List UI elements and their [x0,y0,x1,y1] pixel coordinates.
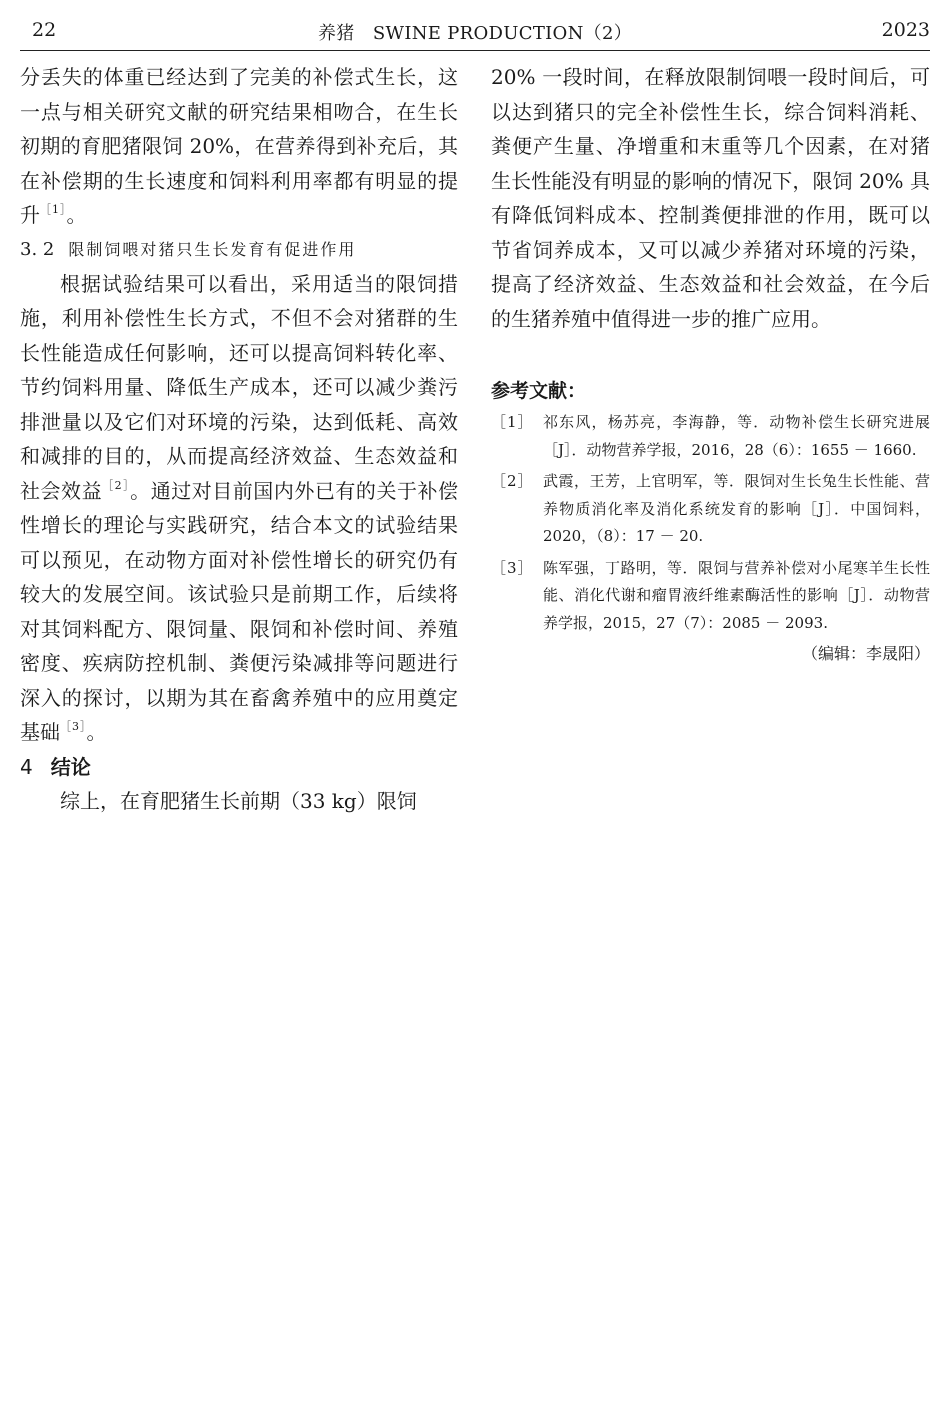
paragraph-text: 20% 一段时间，在释放限制饲喂一段时间后，可以达到猪只的完全补偿性生长，综合饲料消耗、粪便产生量、净增重和末重等几个因素，在对猪生长性能没有明显的影响的情况下，限饲 20% 具有降低饲料成本、控制粪便排泄的作用，既可以节省饲养成本，又可以减少养猪对环境的污染，提高了经济效益、生态效益和社会效益，在今后的生猪养殖中值得进一步的推广应用。 [491,65,930,331]
paragraph-continued [20,60,458,233]
section-3-2-paragraph [20,267,458,750]
section-3-2-heading [20,233,458,267]
section-number: 3. 2 [20,238,55,260]
reference-text: 武霞，王芳，上官明军，等．限饲对生长兔生长性能、营养物质消化率及消化系统发育的影响［J］．中国饲料，2020，（8）：17 － 20. [543,472,930,545]
section-title: 限制饲喂对猪只生长发育有促进作用 [68,239,357,259]
conclusion-paragraph [20,784,458,819]
paragraph-end: 。 [66,203,87,227]
paragraph-end: 。 [86,720,107,744]
editor-credit: （编辑：李晟阳） [801,644,930,663]
issue-year: 2023 [881,19,930,41]
running-header [20,16,930,51]
reference-item [491,468,930,551]
reference-tag: ［1］ [491,413,534,431]
reference-tag: ［2］ [491,472,534,490]
reference-text: 陈军强，丁路明，等．限饲与营养补偿对小尾寒羊生长性能、消化代谢和瘤胃液纤维素酶活性的影响［J］．动物营养学报，2015，27（7）：2085 － 2093. [543,558,930,632]
section-4-heading [20,750,458,784]
reference-item [491,555,930,638]
reference-tag: ［3］ [491,558,534,577]
citation-2: ［2］ [102,478,131,492]
conclusion-paragraph-continued [491,60,930,336]
references-heading: 参考文献： [491,380,587,402]
right-column [491,60,930,667]
citation-1: ［1］ [40,203,67,216]
section-number: 4 [20,754,33,779]
reference-text: 祁东风，杨苏亮，李海静，等．动物补偿生长研究进展［J］．动物营养学报，2016，28（6）：1655 － 1660. [543,413,930,459]
journal-title: 养猪 SWINE PRODUCTION（2） [317,23,633,44]
paragraph-text: 。通过对目前国内外已有的关于补偿性增长的理论与实践研究，结合本文的试验结果可以预见，在动物方面对补偿性增长的研究仍有较大的发展空间。该试验只是前期工作，后续将对其饲料配方、限饲量、限饲和补偿时间、养殖密度、疾病防控机制、粪便污染减排等问题进行深入的探讨，以期为其在畜禽养殖中的应用奠定基础 [20,478,459,744]
section-title: 结论 [50,754,91,779]
reference-item [491,409,930,464]
page-number: 22 [32,19,57,41]
citation-3: ［3］ [60,720,87,733]
paragraph-text: 综上，在育肥猪生长前期（33 kg）限饲 [60,788,417,813]
reference-list [491,409,930,637]
left-column [20,60,458,818]
paragraph-text: 分丢失的体重已经达到了完美的补偿式生长，这一点与相关研究文献的研究结果相吻合，在生长初期的育肥猪限饲 20%，在营养得到补充后，其在补偿期的生长速度和饲料利用率都有明显的提升 [20,65,458,227]
paragraph-text: 根据试验结果可以看出，采用适当的限饲措施，利用补偿性生长方式，不但不会对猪群的生长性能造成任何影响，还可以提高饲料转化率、节约饲料用量、降低生产成本，还可以减少粪污排泄量以及它们对环境的污染，达到低耗、高效和减排的目的，从而提高经济效益、生态效益和社会效益 [20,271,458,503]
